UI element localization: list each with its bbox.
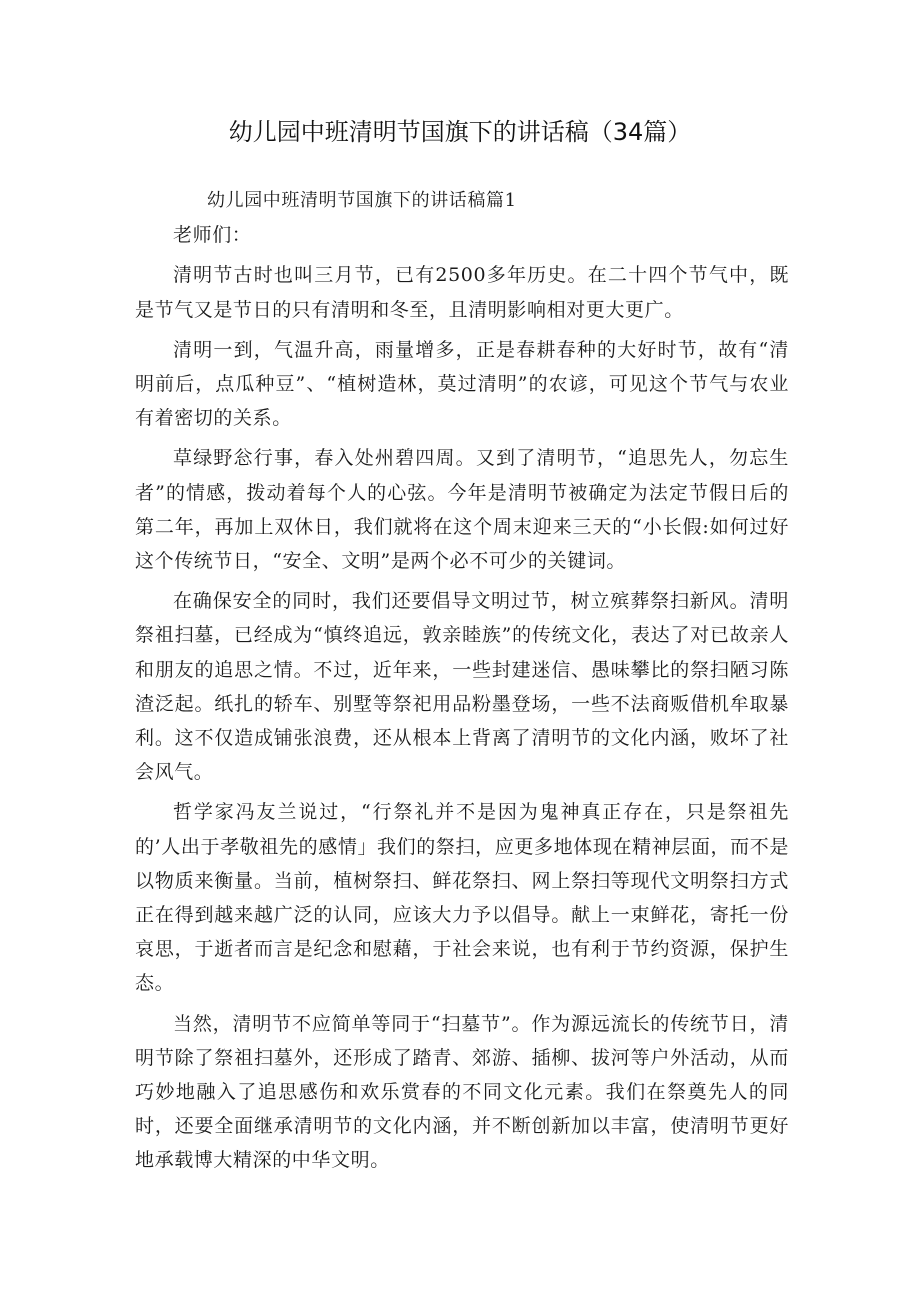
paragraph: 清明一到，气温升高，雨量增多，正是春耕春种的大好时节，故有“清明前后，点瓜种豆”、“植树造林，莫过清明”的农谚，可见这个节气与农业有着密切的关系。 <box>135 338 789 430</box>
section-heading: 幼儿园中班清明节国旗下的讲话稿篇1 <box>207 190 517 211</box>
document-title: 幼儿园中班清明节国旗下的讲话稿（34篇） <box>228 118 692 146</box>
document-body <box>135 184 789 1178</box>
paragraph: 当然，清明节不应简单等同于“扫墓节”。作为源远流长的传统节日，清明节除了祭祖扫墓外，还形成了踏青、郊游、插柳、拔河等户外活动，从而巧妙地融入了追思感伤和欢乐赏春的不同文化元素。我们在祭奠先人的同时，还要全面继承清明节的文化内涵，并不断创新加以丰富，使清明节更好地承载博大精深的中华文明。 <box>135 1012 789 1172</box>
paragraph: 哲学家冯友兰说过，“行祭礼并不是因为鬼神真正存在，只是祭祖先的’人出于孝敬祖先的感情」我们的祭扫，应更多地体现在精神层面，而不是以物质来衡量。当前，植树祭扫、鲜花祭扫、网上祭扫等现代文明祭扫方式正在得到越来越广泛的认同，应该大力予以倡导。献上一束鲜花，寄托一份哀思，于逝者而言是纪念和慰藉，于社会来说，也有利于节约资源，保护生态。 <box>135 801 789 995</box>
paragraph: 在确保安全的同时，我们还要倡导文明过节，树立殡葬祭扫新风。清明祭祖扫墓，已经成为“慎终追远，敦亲睦族”的传统文化，表达了对已故亲人和朋友的追思之情。不过，近年来，一些封建迷信、愚味攀比的祭扫陋习陈渣泛起。纸扎的轿车、别墅等祭祀用品粉墨登场，一些不法商贩借机牟取暴利。这不仅造成铺张浪费，还从根本上背离了清明节的文化内涵，败坏了社会风气。 <box>135 590 789 784</box>
paragraph: 清明节古时也叫三月节，已有2500多年历史。在二十四个节气中，既是节气又是节日的只有清明和冬至，且清明影响相对更大更广。 <box>135 264 789 321</box>
paragraph: 草绿野忩行事，春入处州碧四周。又到了清明节，“追思先人，勿忘生者”的情感，拨动着每个人的心弦。今年是清明节被确定为法定节假日后的第二年，再加上双休日，我们就将在这个周末迎来三天的“小长假:如何过好这个传统节日，“安全、文明”是两个必不可少的关键词。 <box>135 447 789 573</box>
salutation: 老师们： <box>173 224 252 247</box>
